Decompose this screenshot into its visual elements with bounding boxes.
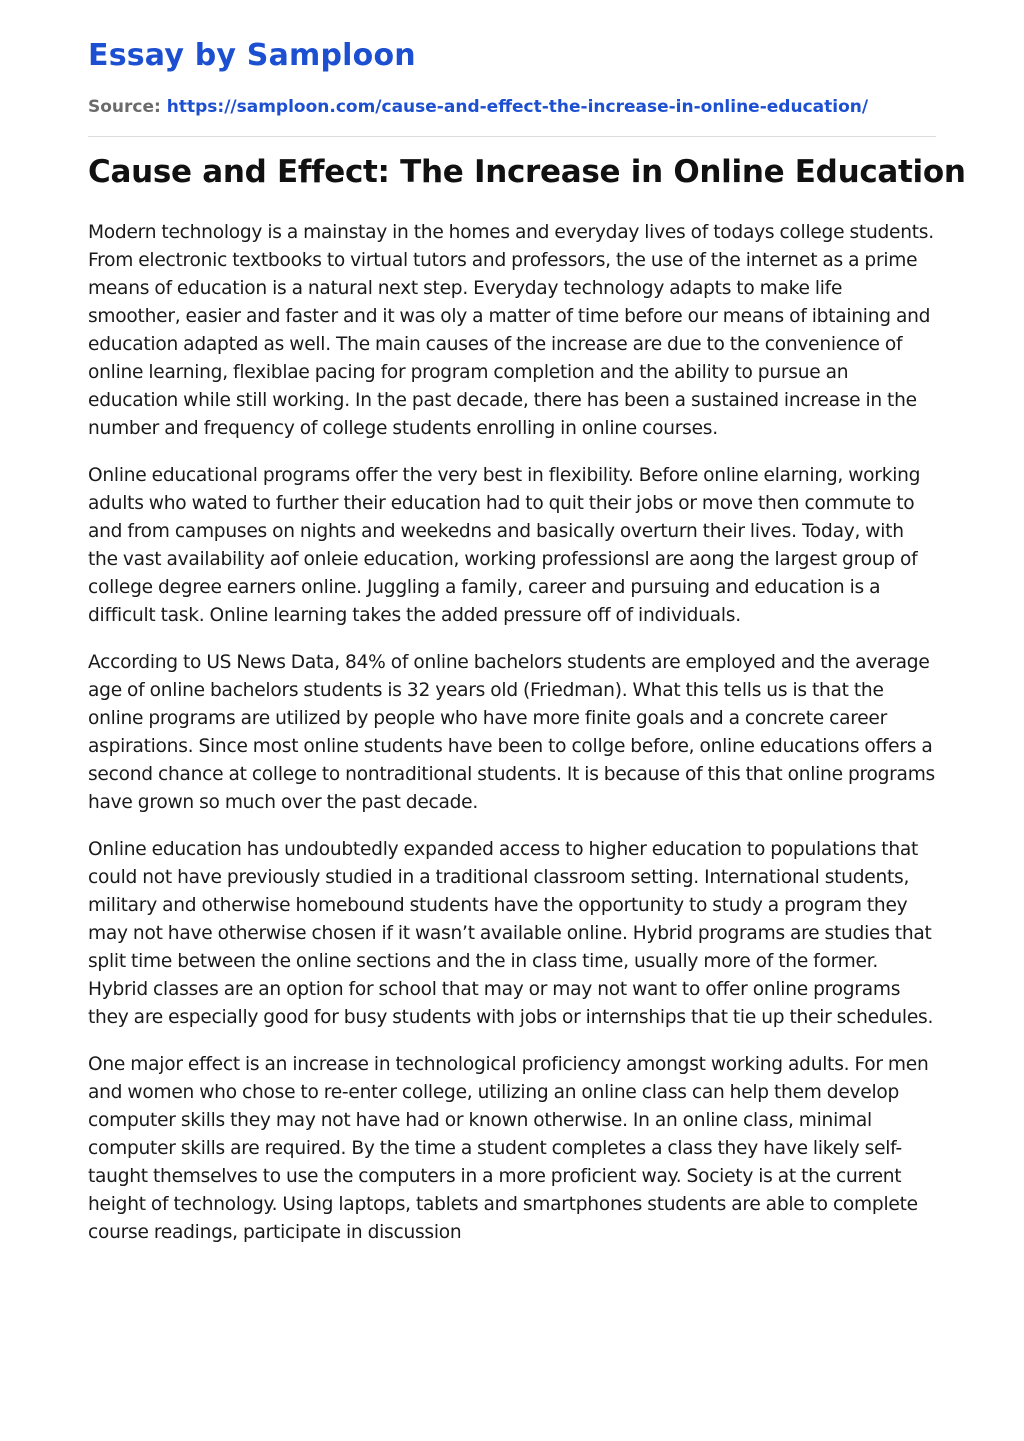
source-label: Source: bbox=[88, 97, 161, 117]
source-link[interactable]: https://samploon.com/cause-and-effect-the-increase-in-online-education/ bbox=[166, 97, 869, 117]
essay-page bbox=[88, 0, 966, 1266]
essay-paragraph: One major effect is an increase in technological proficiency amongst working adults. For men and women who chose to re-enter college, utilizing an online class can help them develop computer skills they may not have had or known otherwise. In an online class, minimal computer skills are required. By the time a student completes a class they have likely self-taught themselves to use the computers in a more proficient way. Society is at the current height of technology. Using laptops, tablets and smartphones students are able to complete course readings, participate in discussion bbox=[88, 1054, 929, 1243]
essay-paragraph: Online education has undoubtedly expanded access to higher education to populations that could not have previously studied in a traditional classroom setting. International students, military and otherwise homebound students have the opportunity to study a program they may not have otherwise chosen if it wasn’t available online. Hybrid programs are studies that split time between the online sections and the in class time, usually more of the former. Hybrid classes are an option for school that may or may not want to offer online programs they are especially good for busy students with jobs or internships that tie up their schedules. bbox=[88, 839, 934, 1028]
essay-title: Cause and Effect: The Increase in Online Education bbox=[88, 154, 966, 190]
essay-paragraph: Modern technology is a mainstay in the homes and everyday lives of todays college students. From electronic textbooks to virtual tutors and professors, the use of the internet as a prime means of education is a natural next step. Everyday technology adapts to make life smoother, easier and faster and it was oly a matter of time before our means of ibtaining and education adapted as well. The main causes of the increase are due to the convenience of online learning, flexiblae pacing for program completion and the ability to pursue an education while still working. In the past decade, there has been a sustained increase in the number and frequency of college students enrolling in online courses. bbox=[88, 222, 934, 439]
essay-paragraph: According to US News Data, 84% of online bachelors students are employed and the average age of online bachelors students is 32 years old (Friedman). What this tells us is that the online programs are utilized by people who have more finite goals and a concrete career aspirations. Since most online students have been to collge before, online educations offers a second chance at college to nontraditional students. It is because of this that online programs have grown so much over the past decade. bbox=[88, 652, 935, 813]
source-line bbox=[88, 96, 936, 118]
brand-title: Essay by Samploon bbox=[88, 38, 416, 73]
essay-paragraph: Online educational programs offer the very best in flexibility. Before online elarning, working adults who wated to further their education had to quit their jobs or move then commute to and from campuses on nights and weekedns and basically overturn their lives. Today, with the vast availability aof onleie education, working professionsl are aong the largest group of college degree earners online. Juggling a family, career and pursuing and education is a difficult task. Online learning takes the added pressure off of individuals. bbox=[88, 465, 921, 626]
header-divider bbox=[88, 136, 936, 137]
essay-body bbox=[88, 219, 936, 1247]
